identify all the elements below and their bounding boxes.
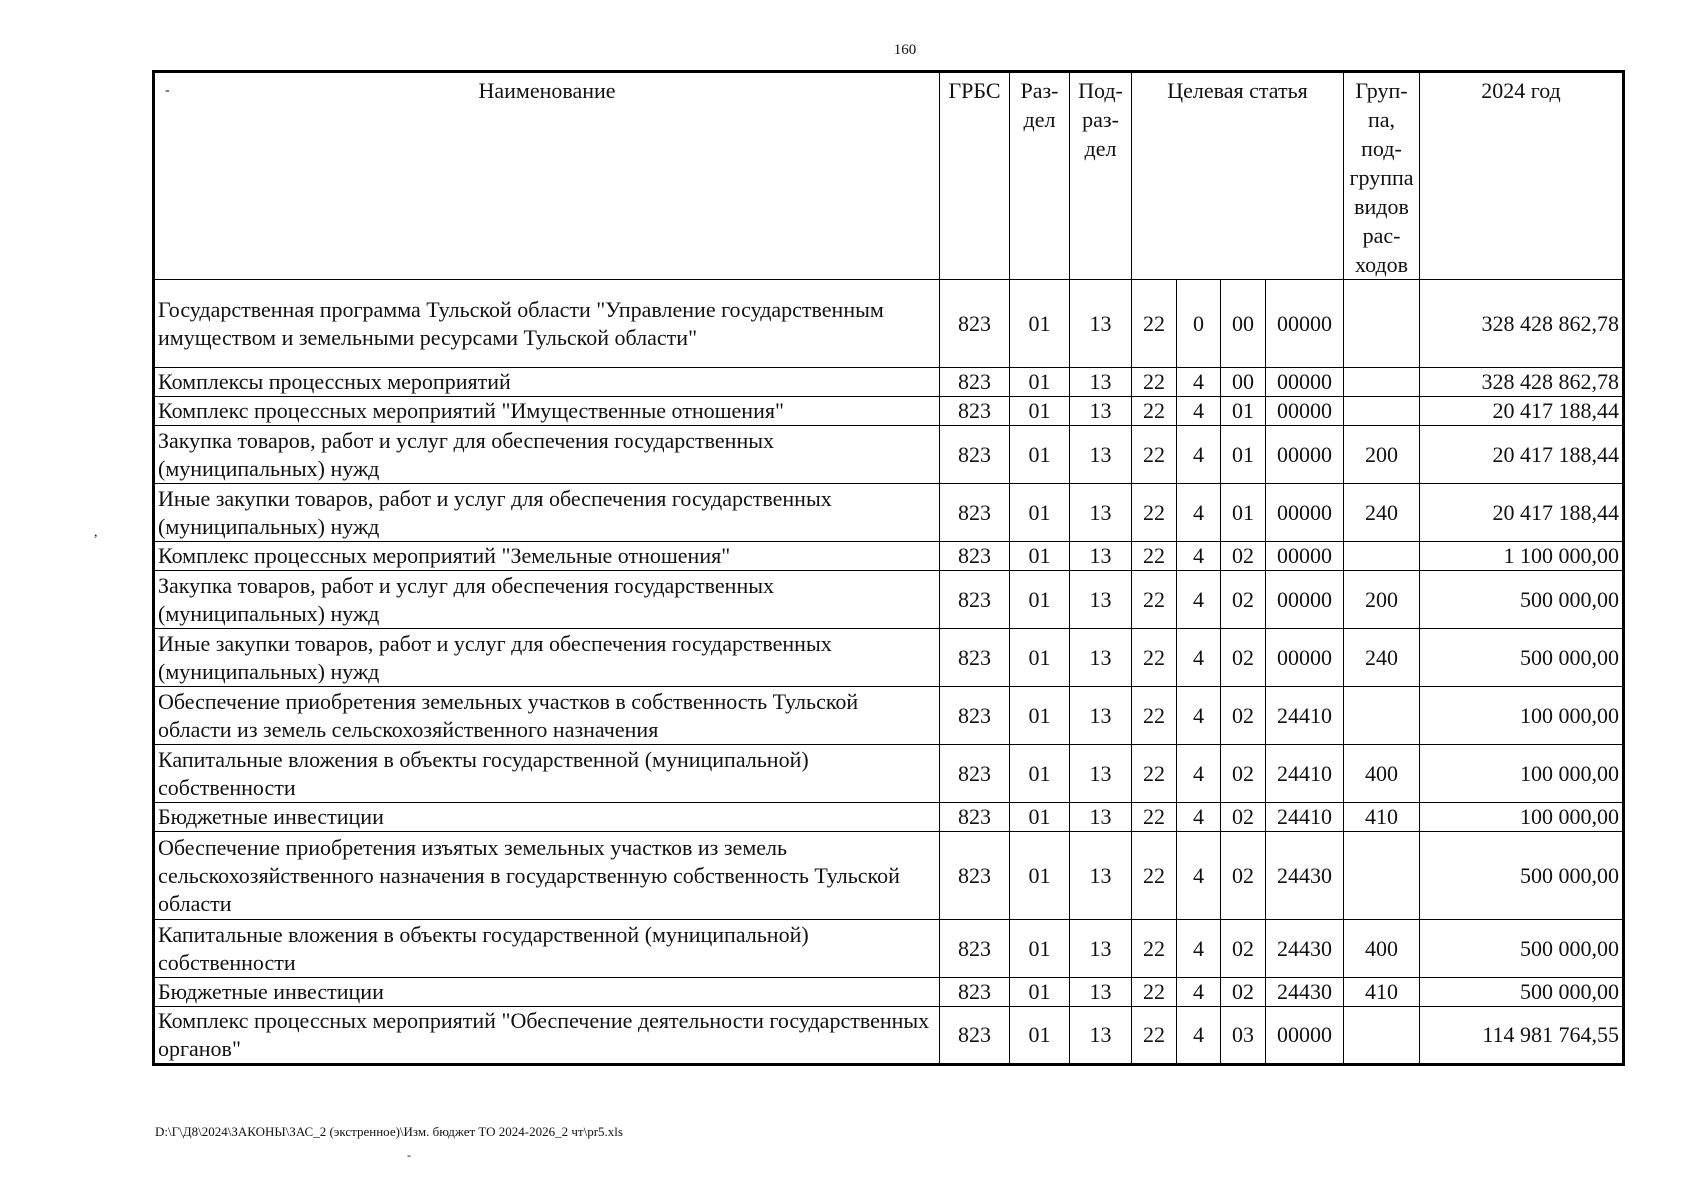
- row-target-direction: 00000: [1266, 571, 1344, 629]
- table-row: [154, 832, 1624, 920]
- table-row: [154, 745, 1624, 803]
- row-target-type: 4: [1177, 920, 1221, 978]
- row-amount: 114 981 764,55: [1420, 1007, 1624, 1065]
- table-row: [154, 571, 1624, 629]
- row-target-complex: 02: [1221, 629, 1266, 687]
- row-expense-group: 200: [1344, 426, 1420, 484]
- row-target-direction: 24410: [1266, 803, 1344, 832]
- row-grbs: 823: [940, 368, 1010, 397]
- row-razdel: 01: [1010, 920, 1070, 978]
- row-grbs: 823: [940, 745, 1010, 803]
- row-grbs: 823: [940, 629, 1010, 687]
- row-expense-group: 400: [1344, 745, 1420, 803]
- row-razdel: 01: [1010, 280, 1070, 368]
- row-target-program: 22: [1132, 687, 1177, 745]
- table-row: [154, 397, 1624, 426]
- row-target-complex: 01: [1221, 397, 1266, 426]
- row-target-direction: 24430: [1266, 978, 1344, 1007]
- row-target-complex: 01: [1221, 484, 1266, 542]
- table-row: [154, 1007, 1624, 1065]
- table-row: [154, 484, 1624, 542]
- table-row: [154, 978, 1624, 1007]
- row-target-complex: 00: [1221, 280, 1266, 368]
- row-target-type: 4: [1177, 397, 1221, 426]
- row-razdel: 01: [1010, 978, 1070, 1007]
- row-podrazdel: 13: [1070, 687, 1132, 745]
- row-target-complex: 02: [1221, 803, 1266, 832]
- row-name: Закупка товаров, работ и услуг для обеспечения государственных (муниципальных) нужд: [154, 426, 940, 484]
- row-expense-group: [1344, 832, 1420, 920]
- row-target-direction: 00000: [1266, 629, 1344, 687]
- row-razdel: 01: [1010, 368, 1070, 397]
- row-amount: 500 000,00: [1420, 571, 1624, 629]
- header-row: [154, 72, 1624, 280]
- row-expense-group: [1344, 280, 1420, 368]
- row-name: Обеспечение приобретения земельных участков в собственность Тульской области из земель сельскохозяйственного назначения: [154, 687, 940, 745]
- row-target-type: 4: [1177, 803, 1221, 832]
- row-name: Закупка товаров, работ и услуг для обеспечения государственных (муниципальных) нужд: [154, 571, 940, 629]
- row-target-direction: 00000: [1266, 1007, 1344, 1065]
- row-razdel: 01: [1010, 687, 1070, 745]
- row-target-type: 4: [1177, 1007, 1221, 1065]
- row-grbs: 823: [940, 687, 1010, 745]
- table-row: [154, 629, 1624, 687]
- row-target-type: 4: [1177, 426, 1221, 484]
- row-target-program: 22: [1132, 397, 1177, 426]
- page-number: 160: [893, 42, 917, 58]
- row-target-type: 4: [1177, 484, 1221, 542]
- row-target-direction: 00000: [1266, 397, 1344, 426]
- row-amount: 328 428 862,78: [1420, 368, 1624, 397]
- row-amount: 100 000,00: [1420, 803, 1624, 832]
- row-grbs: 823: [940, 397, 1010, 426]
- row-razdel: 01: [1010, 484, 1070, 542]
- row-name: Комплекс процессных мероприятий "Земельные отношения": [154, 542, 940, 571]
- row-target-program: 22: [1132, 978, 1177, 1007]
- row-grbs: 823: [940, 542, 1010, 571]
- row-razdel: 01: [1010, 426, 1070, 484]
- row-target-complex: 02: [1221, 687, 1266, 745]
- row-podrazdel: 13: [1070, 426, 1132, 484]
- row-target-complex: 02: [1221, 832, 1266, 920]
- row-name: Государственная программа Тульской области "Управление государственным имуществом и земельными ресурсами Тульской области": [154, 280, 940, 368]
- row-amount: 328 428 862,78: [1420, 280, 1624, 368]
- row-razdel: 01: [1010, 745, 1070, 803]
- row-name: Капитальные вложения в объекты государственной (муниципальной) собственности: [154, 745, 940, 803]
- row-razdel: 01: [1010, 629, 1070, 687]
- row-target-type: 4: [1177, 832, 1221, 920]
- row-amount: 500 000,00: [1420, 920, 1624, 978]
- table-row: [154, 542, 1624, 571]
- header-year: 2024 год: [1420, 72, 1624, 280]
- row-podrazdel: 13: [1070, 920, 1132, 978]
- row-podrazdel: 13: [1070, 1007, 1132, 1065]
- row-target-program: 22: [1132, 832, 1177, 920]
- row-expense-group: 200: [1344, 571, 1420, 629]
- row-target-type: 4: [1177, 368, 1221, 397]
- row-target-direction: 00000: [1266, 426, 1344, 484]
- row-razdel: 01: [1010, 397, 1070, 426]
- header-target-article: Целевая статья: [1132, 72, 1344, 280]
- row-target-program: 22: [1132, 745, 1177, 803]
- row-target-direction: 00000: [1266, 368, 1344, 397]
- row-grbs: 823: [940, 978, 1010, 1007]
- row-expense-group: 240: [1344, 629, 1420, 687]
- row-target-direction: 24430: [1266, 832, 1344, 920]
- row-grbs: 823: [940, 280, 1010, 368]
- table-row: [154, 280, 1624, 368]
- stray-mark: -: [407, 1148, 411, 1162]
- row-target-type: 4: [1177, 745, 1221, 803]
- row-expense-group: [1344, 687, 1420, 745]
- row-target-type: 4: [1177, 571, 1221, 629]
- row-expense-group: 400: [1344, 920, 1420, 978]
- row-amount: 500 000,00: [1420, 832, 1624, 920]
- row-name: Бюджетные инвестиции: [154, 803, 940, 832]
- row-target-type: 4: [1177, 542, 1221, 571]
- row-grbs: 823: [940, 832, 1010, 920]
- file-path-footer: D:\Г\Д8\2024\ЗАКОНЫ\ЗАС_2 (экстренное)\Изм. бюджет ТО 2024-2026_2 чт\pr5.xls: [155, 1124, 623, 1139]
- row-target-complex: 02: [1221, 571, 1266, 629]
- row-podrazdel: 13: [1070, 542, 1132, 571]
- row-razdel: 01: [1010, 571, 1070, 629]
- row-amount: 20 417 188,44: [1420, 426, 1624, 484]
- row-name: Комплексы процессных мероприятий: [154, 368, 940, 397]
- row-expense-group: [1344, 1007, 1420, 1065]
- row-amount: 20 417 188,44: [1420, 397, 1624, 426]
- row-target-complex: 01: [1221, 426, 1266, 484]
- row-podrazdel: 13: [1070, 484, 1132, 542]
- row-target-program: 22: [1132, 368, 1177, 397]
- table-row: [154, 426, 1624, 484]
- row-podrazdel: 13: [1070, 368, 1132, 397]
- row-target-program: 22: [1132, 280, 1177, 368]
- table-row: [154, 368, 1624, 397]
- row-target-direction: 00000: [1266, 542, 1344, 571]
- row-target-direction: 24410: [1266, 687, 1344, 745]
- row-target-direction: 00000: [1266, 484, 1344, 542]
- row-grbs: 823: [940, 1007, 1010, 1065]
- row-grbs: 823: [940, 920, 1010, 978]
- row-amount: 100 000,00: [1420, 745, 1624, 803]
- row-podrazdel: 13: [1070, 397, 1132, 426]
- row-name: Капитальные вложения в объекты государственной (муниципальной) собственности: [154, 920, 940, 978]
- row-podrazdel: 13: [1070, 280, 1132, 368]
- row-expense-group: 410: [1344, 803, 1420, 832]
- row-amount: 500 000,00: [1420, 629, 1624, 687]
- row-target-program: 22: [1132, 571, 1177, 629]
- row-amount: 20 417 188,44: [1420, 484, 1624, 542]
- row-target-type: 0: [1177, 280, 1221, 368]
- row-podrazdel: 13: [1070, 978, 1132, 1007]
- stray-mark: ,: [94, 525, 98, 540]
- row-target-complex: 02: [1221, 542, 1266, 571]
- row-target-complex: 02: [1221, 745, 1266, 803]
- row-target-type: 4: [1177, 978, 1221, 1007]
- row-expense-group: 240: [1344, 484, 1420, 542]
- header-grbs: ГРБС: [940, 72, 1010, 280]
- row-expense-group: [1344, 397, 1420, 426]
- row-target-complex: 03: [1221, 1007, 1266, 1065]
- row-name: Иные закупки товаров, работ и услуг для обеспечения государственных (муниципальных) нужд: [154, 484, 940, 542]
- table-row: [154, 920, 1624, 978]
- row-razdel: 01: [1010, 1007, 1070, 1065]
- row-razdel: 01: [1010, 803, 1070, 832]
- row-target-program: 22: [1132, 484, 1177, 542]
- row-expense-group: [1344, 542, 1420, 571]
- row-name: Бюджетные инвестиции: [154, 978, 940, 1007]
- row-razdel: 01: [1010, 832, 1070, 920]
- row-podrazdel: 13: [1070, 832, 1132, 920]
- header-name: Наименование: [154, 72, 940, 280]
- row-target-direction: 24430: [1266, 920, 1344, 978]
- row-podrazdel: 13: [1070, 745, 1132, 803]
- row-grbs: 823: [940, 803, 1010, 832]
- row-target-program: 22: [1132, 803, 1177, 832]
- row-amount: 100 000,00: [1420, 687, 1624, 745]
- row-podrazdel: 13: [1070, 803, 1132, 832]
- row-target-program: 22: [1132, 1007, 1177, 1065]
- stray-mark: -: [165, 83, 170, 98]
- row-expense-group: 410: [1344, 978, 1420, 1007]
- table-row: [154, 803, 1624, 832]
- row-target-type: 4: [1177, 687, 1221, 745]
- row-expense-group: [1344, 368, 1420, 397]
- row-grbs: 823: [940, 571, 1010, 629]
- row-razdel: 01: [1010, 542, 1070, 571]
- table-row: [154, 687, 1624, 745]
- row-target-program: 22: [1132, 920, 1177, 978]
- header-podrazdel: Под- раз- дел: [1070, 72, 1132, 280]
- row-amount: 1 100 000,00: [1420, 542, 1624, 571]
- row-target-type: 4: [1177, 629, 1221, 687]
- header-razdel: Раз- дел: [1010, 72, 1070, 280]
- row-target-complex: 02: [1221, 978, 1266, 1007]
- row-target-direction: 24410: [1266, 745, 1344, 803]
- row-target-complex: 00: [1221, 368, 1266, 397]
- row-target-direction: 00000: [1266, 280, 1344, 368]
- row-name: Обеспечение приобретения изъятых земельных участков из земель сельскохозяйственного назначения в государственную собственность Тульской области: [154, 832, 940, 920]
- header-expense-group: Груп- па, под- группа видов рас- ходов: [1344, 72, 1420, 280]
- row-podrazdel: 13: [1070, 629, 1132, 687]
- budget-table: [152, 70, 1625, 1066]
- row-grbs: 823: [940, 426, 1010, 484]
- row-target-complex: 02: [1221, 920, 1266, 978]
- row-grbs: 823: [940, 484, 1010, 542]
- row-podrazdel: 13: [1070, 571, 1132, 629]
- row-name: Комплекс процессных мероприятий "Имущественные отношения": [154, 397, 940, 426]
- row-amount: 500 000,00: [1420, 978, 1624, 1007]
- row-name: Иные закупки товаров, работ и услуг для обеспечения государственных (муниципальных) нужд: [154, 629, 940, 687]
- row-target-program: 22: [1132, 426, 1177, 484]
- row-name: Комплекс процессных мероприятий "Обеспечение деятельности государственных органов": [154, 1007, 940, 1065]
- row-target-program: 22: [1132, 542, 1177, 571]
- row-target-program: 22: [1132, 629, 1177, 687]
